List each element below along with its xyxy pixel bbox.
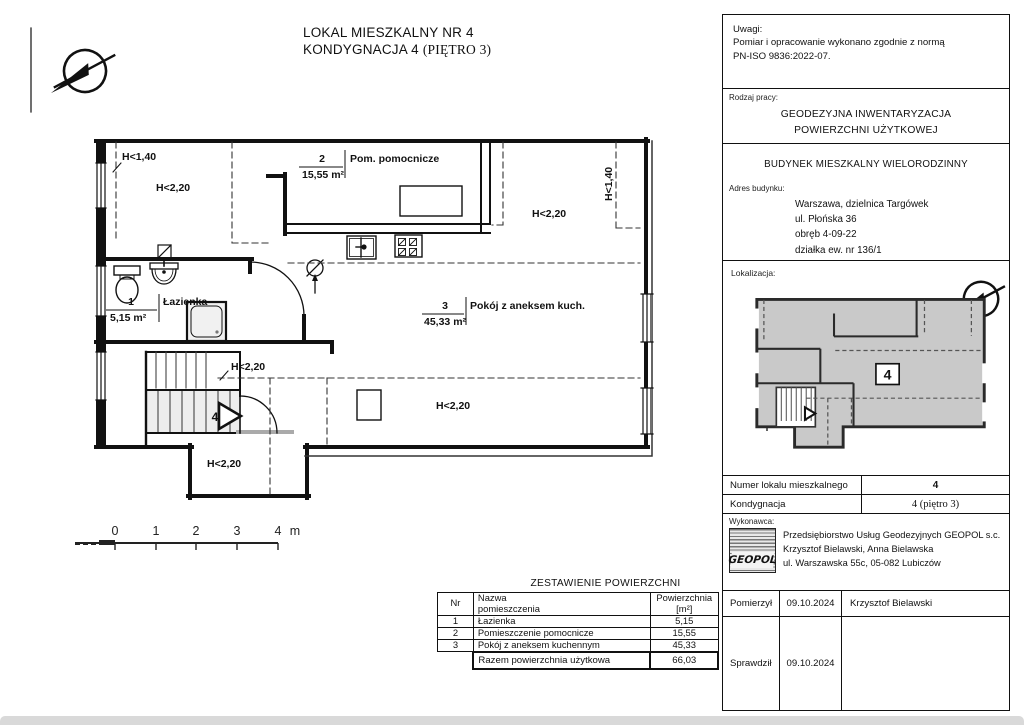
vent-shaft-icon	[158, 245, 171, 258]
area-summary	[437, 578, 719, 670]
geopol-logo-text: GEOPOL	[727, 554, 778, 566]
col-header-area: Powierzchnia [m²]	[650, 593, 718, 616]
scale-tick-label: 0	[111, 524, 119, 538]
measured-name: Krzysztof Bielawski	[841, 591, 1009, 616]
table-row: 3 Pokój z aneksem kuchennym 45,33	[438, 639, 719, 652]
total-value: 66,03	[650, 652, 718, 669]
stove-icon	[395, 235, 422, 257]
title-line2: KONDYGNACJA 4 (PIĘTRO 3)	[303, 41, 492, 57]
drawing-title	[303, 25, 563, 59]
area-table-title: ZESTAWIENIE POWIERZCHNI	[530, 578, 681, 589]
checked-label: Sprawdził	[730, 658, 772, 669]
unit-number: 4	[883, 366, 892, 383]
window-icon	[96, 163, 106, 400]
unit-number-label: Numer lokalu mieszkalnego	[730, 479, 848, 491]
title-floor-note: (PIĘTRO 3)	[422, 41, 492, 57]
row-storey	[723, 495, 1009, 514]
svg-text:Łazienka: Łazienka	[163, 296, 208, 308]
checked-date: 09.10.2024	[779, 617, 841, 710]
checked-name	[841, 617, 1009, 710]
section-location-map	[723, 261, 1009, 476]
storey-label: Kondygnacja	[730, 498, 786, 510]
location-minimap	[723, 261, 1009, 475]
unit-number-value: 4	[861, 476, 1009, 494]
contractor-details: Przedsiębiorstwo Usług Geodezyjnych GEOPOL s.c. Krzysztof Bielawski, Anna Bielawska ul. Warszawska 55c, 05-082 Lubiczów	[783, 530, 1001, 568]
total-label: Razem powierzchnia użytkowa	[473, 652, 650, 669]
label-leaders	[113, 163, 228, 380]
minimap-stairs	[776, 387, 815, 426]
svg-text:Pom. pomocnicze: Pom. pomocnicze	[350, 153, 440, 165]
minimap-plan	[755, 299, 987, 447]
scale-tick-label: 3	[233, 524, 241, 538]
scale-unit-label: m	[289, 524, 301, 538]
row-measured-by	[723, 591, 1009, 617]
entrance-number: 4	[211, 410, 219, 424]
uwagi-text1: Pomiar i opracowanie wykonano zgodnie z normą	[733, 37, 945, 49]
rodzaj-text: GEODEZYJNA INWENTARYZACJA POWIERZCHNI UŻYTKOWEJ	[780, 109, 952, 136]
col-header-name: Nazwa pomieszczenia	[473, 593, 650, 616]
title-line1: LOKAL MIESZKALNY NR 4	[303, 25, 474, 40]
section-uwagi	[723, 15, 1009, 89]
entrance-door	[238, 396, 292, 433]
area-table	[437, 592, 719, 670]
washbasin-icon	[150, 258, 178, 284]
height-label: H<2,20	[436, 400, 471, 412]
scale-tick-label: 4	[274, 524, 282, 538]
page-edge-strip	[0, 716, 1024, 725]
height-label: H<2,20	[207, 458, 242, 470]
bathroom-door-arc	[250, 262, 304, 316]
col-header-nr: Nr	[438, 593, 474, 616]
measured-label: Pomierzył	[730, 598, 773, 609]
svg-text:3: 3	[442, 300, 448, 312]
north-arrow-icon	[40, 39, 124, 106]
uwagi-label: Uwagi:	[733, 24, 763, 35]
uwagi-text2: PN-ISO 9836:2022-07.	[733, 50, 831, 62]
height-label: H<1,40	[122, 151, 157, 163]
building-type: BUDYNEK MIESZKALNY WIELORODZINNY	[764, 159, 968, 170]
svg-text:15,55 m²: 15,55 m²	[302, 169, 345, 181]
svg-text:2: 2	[319, 153, 325, 165]
kitchen-sink-icon	[347, 236, 376, 259]
table-row: 2 Pomieszczenie pomocnicze 15,55	[438, 627, 719, 639]
contractor-label: Wykonawca:	[729, 517, 775, 526]
title-block-panel	[722, 14, 1010, 711]
table-row: 1 Łazienka 5,15	[438, 615, 719, 627]
section-rodzaj-pracy	[723, 89, 1009, 144]
scale-tick-label: 1	[152, 524, 160, 538]
address-block: Warszawa, dzielnica Targówek ul. Płońska 36 obręb 4-09-22 działka ew. nr 136/1	[795, 199, 929, 256]
address-label: Adres budynku:	[729, 184, 785, 193]
row-unit-number	[723, 476, 1009, 495]
location-label: Lokalizacja:	[731, 268, 776, 278]
stairs	[146, 352, 240, 447]
measured-date: 09.10.2024	[779, 591, 841, 616]
svg-text:Pokój z aneksem kuch.: Pokój z aneksem kuch.	[470, 300, 585, 312]
storey-value: 4 (piętro 3)	[861, 495, 1009, 513]
toilet-icon	[114, 266, 140, 303]
svg-text:45,33 m²: 45,33 m²	[424, 316, 467, 328]
height-label: H<2,20	[231, 361, 266, 373]
height-label: H<1,40	[603, 166, 615, 201]
svg-text:1: 1	[128, 296, 134, 308]
section-building	[723, 144, 1009, 261]
room2-label	[299, 150, 439, 181]
height-label: H<2,20	[156, 182, 191, 194]
row-checked-by	[723, 617, 1009, 710]
riser-symbol-icon	[307, 260, 323, 293]
table-total-row	[438, 652, 719, 669]
geopol-logo	[729, 528, 776, 573]
svg-text:5,15 m²: 5,15 m²	[110, 312, 147, 324]
scale-tick-label: 2	[192, 524, 200, 538]
room3-label	[422, 297, 585, 328]
section-contractor	[723, 514, 1009, 591]
height-label: H<2,20	[532, 208, 567, 220]
scale-bar	[75, 524, 300, 550]
table-header-row	[438, 593, 719, 616]
rodzaj-label: Rodzaj pracy:	[729, 93, 778, 102]
